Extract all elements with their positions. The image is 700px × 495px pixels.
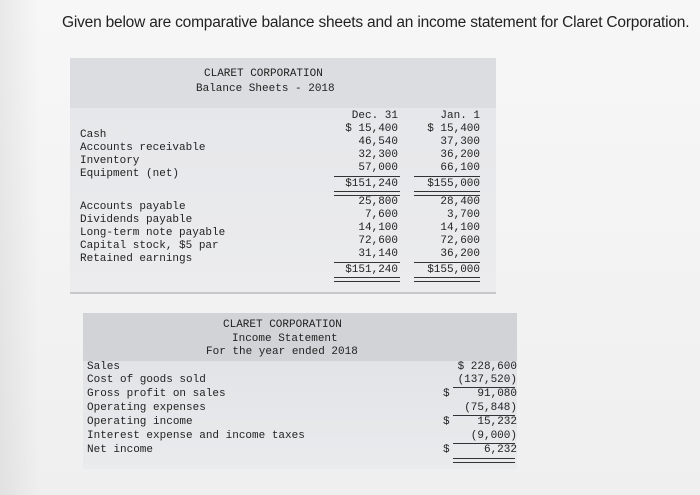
liability-jan1: 72,600 xyxy=(440,235,480,247)
income-row-label: Interest expense and income taxes xyxy=(87,430,305,442)
liability-dec31: 7,600 xyxy=(364,209,398,221)
asset-dec31: 32,300 xyxy=(358,149,398,161)
liability-label: Long-term note payable xyxy=(80,227,226,239)
income-statement-subtitle: Income Statement xyxy=(232,333,338,345)
income-row-value: (75,848) xyxy=(464,402,517,414)
income-row-label: Sales xyxy=(87,361,121,373)
liability-label: Dividends payable xyxy=(80,214,193,226)
asset-jan1: 66,100 xyxy=(440,162,480,174)
col-header-jan1: Jan. 1 xyxy=(440,110,480,122)
double-underline xyxy=(334,277,400,282)
income-row-value: 15,232 xyxy=(477,416,517,428)
page-shadow xyxy=(0,0,40,495)
income-row-dollar: $ xyxy=(443,416,450,428)
col-header-dec31: Dec. 31 xyxy=(351,110,398,122)
underline xyxy=(414,262,480,263)
income-row-dollar: $ xyxy=(443,388,450,400)
income-statement-period: For the year ended 2018 xyxy=(206,346,358,358)
total-assets-jan1: $155,000 xyxy=(427,178,480,190)
income-row-value: $ 228,600 xyxy=(457,361,517,373)
underline xyxy=(414,176,480,177)
income-row-value: (9,000) xyxy=(470,430,517,442)
asset-dec31: 46,540 xyxy=(358,136,398,148)
balance-sheet-header xyxy=(70,58,496,108)
asset-dec31: $ 15,400 xyxy=(345,123,398,135)
total-assets-dec31: $151,240 xyxy=(345,178,398,190)
underline xyxy=(334,262,400,263)
asset-jan1: $ 15,400 xyxy=(427,123,480,135)
income-row-label: Operating expenses xyxy=(87,402,206,414)
total-liabilities-dec31: $151,240 xyxy=(345,264,398,276)
liability-label: Accounts payable xyxy=(80,201,186,213)
question-heading: Given below are comparative balance sheets and an income statement for Claret Corporation. xyxy=(62,14,690,31)
liability-dec31: 72,600 xyxy=(358,235,398,247)
asset-label: Accounts receivable xyxy=(80,142,206,154)
asset-label: Equipment (net) xyxy=(80,168,180,180)
income-row-value: 91,080 xyxy=(477,388,517,400)
liability-dec31: 14,100 xyxy=(358,222,398,234)
income-row-label: Gross profit on sales xyxy=(87,388,226,400)
double-underline xyxy=(453,458,515,463)
balance-sheet-subtitle: Balance Sheets - 2018 xyxy=(196,83,335,95)
liability-jan1: 28,400 xyxy=(440,196,480,208)
income-row-label: Operating income xyxy=(87,416,193,428)
asset-jan1: 36,200 xyxy=(440,149,480,161)
double-underline xyxy=(414,277,480,282)
underline xyxy=(334,176,400,177)
income-row-label: Net income xyxy=(87,444,154,456)
balance-sheet-company: CLARET CORPORATION xyxy=(204,68,323,80)
income-row-dollar: $ xyxy=(443,444,450,456)
asset-dec31: 57,000 xyxy=(358,162,398,174)
liability-jan1: 14,100 xyxy=(440,222,480,234)
income-row-value: (137,520) xyxy=(457,374,517,386)
asset-jan1: 37,300 xyxy=(440,136,480,148)
income-row-label: Cost of goods sold xyxy=(87,374,206,386)
income-statement xyxy=(83,313,517,469)
liability-dec31: 25,800 xyxy=(358,196,398,208)
asset-label: Cash xyxy=(80,129,107,141)
income-statement-header xyxy=(83,313,517,361)
income-row-value: 6,232 xyxy=(483,444,517,456)
total-liabilities-jan1: $155,000 xyxy=(427,264,480,276)
liability-label: Retained earnings xyxy=(80,253,193,265)
asset-label: Inventory xyxy=(80,155,140,167)
liability-dec31: 31,140 xyxy=(358,248,398,260)
income-statement-company: CLARET CORPORATION xyxy=(223,319,342,331)
liability-label: Capital stock, $5 par xyxy=(80,240,219,252)
liability-jan1: 3,700 xyxy=(446,209,480,221)
balance-sheet xyxy=(70,58,496,294)
liability-jan1: 36,200 xyxy=(440,248,480,260)
balance-sheet-bottom-rule xyxy=(70,292,496,294)
